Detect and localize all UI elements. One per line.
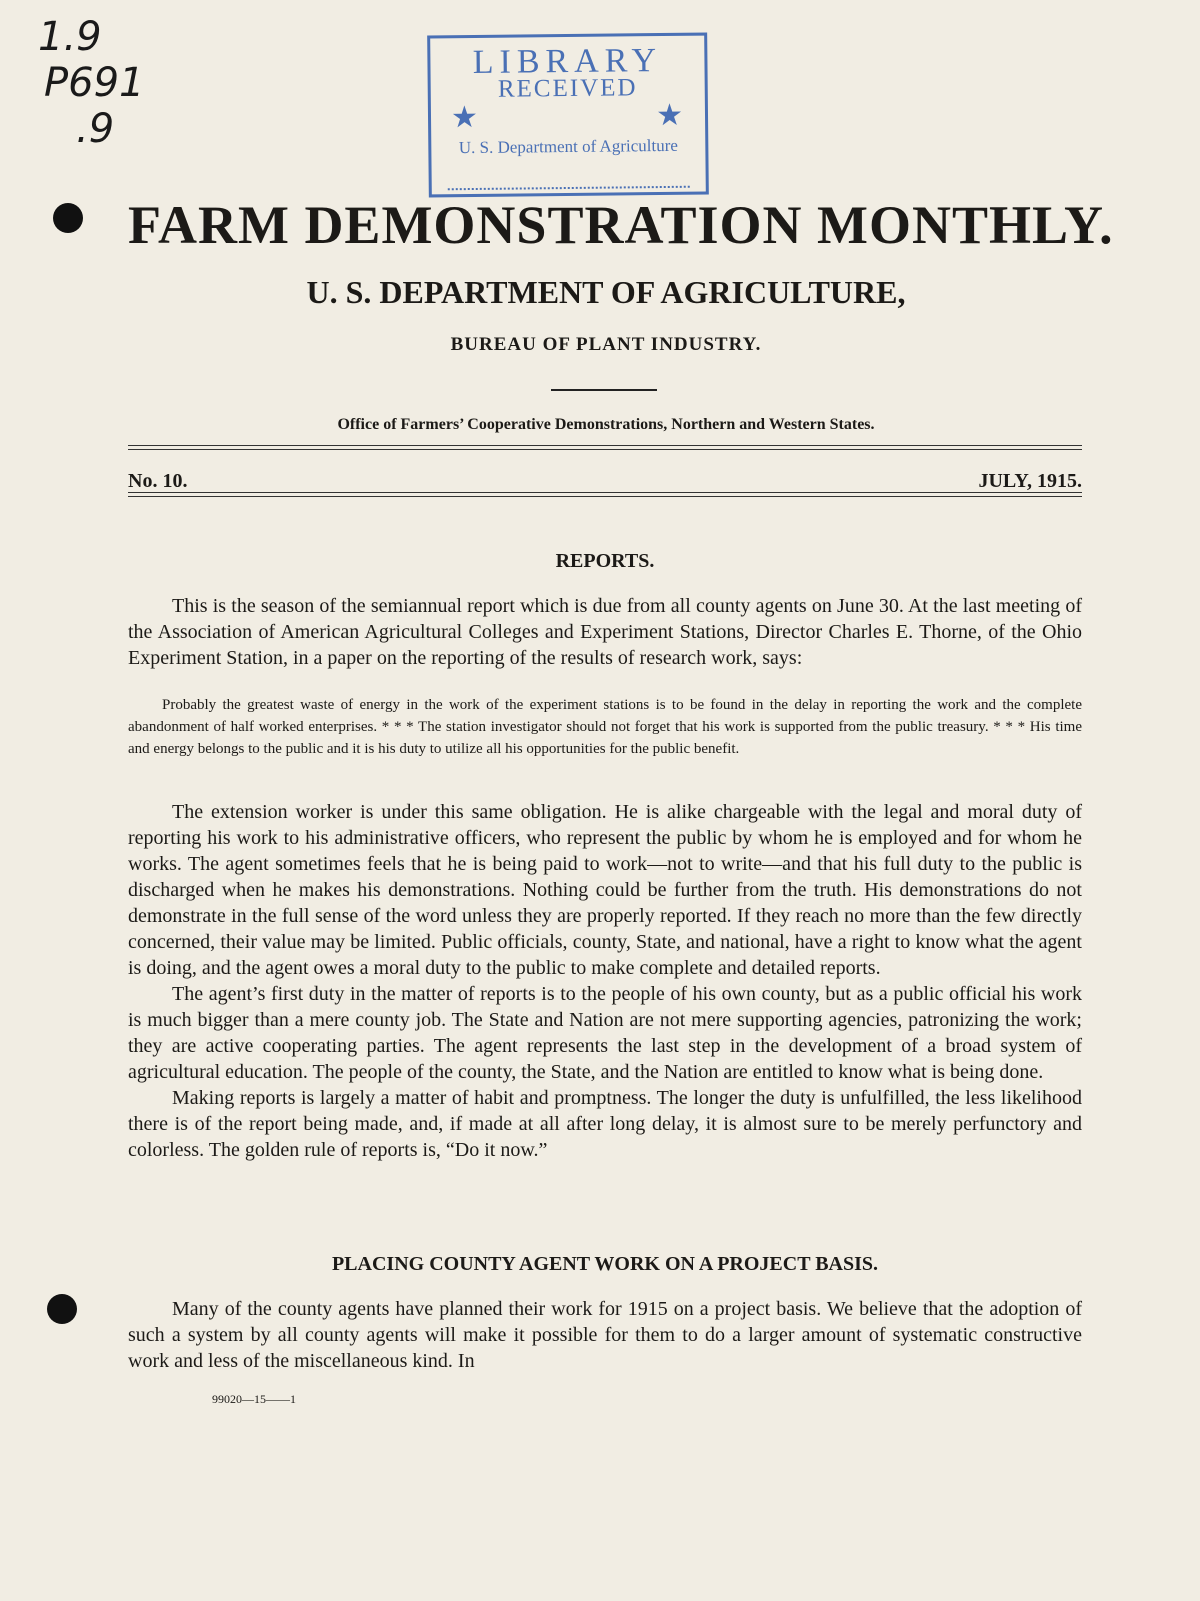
quote-text: Probably the greatest waste of energy in the work of the experiment stations is to be found in the delay in reporting the work and the complete abandonment of half worked enterprises. * * * The station investigator should not forget that his work is supported from the public treasury. * * * His time and energy belongs to the public and it is his duty to utilize all his opportunities for the public benefit. — [128, 697, 1082, 757]
divider — [551, 389, 657, 391]
bureau-name: BUREAU OF PLANT INDUSTRY. — [450, 334, 762, 355]
paragraph: The extension worker is under this same obligation. He is alike chargeable with the legal and moral duty of reporting his work to his administrative officers, who represent the public by whom he is employed and for whom he works. The agent sometimes feels that he is being paid to work—not to write—and that his full duty to the public is discharged when he makes his demonstrations. Nothing could be further from the truth. His demonstrations do not demonstrate in the full sense of the word unless they are properly reported. If they reach no more than the few directly concerned, their value may be limited. Public officials, county, State, and national, have a right to know what the agent is doing, and the agent owes a moral duty to the public to make complete and detailed reports. — [128, 801, 1082, 979]
reports-heading: REPORTS. — [555, 550, 655, 572]
stamp-department-text: U. S. Department of Agriculture — [458, 135, 678, 158]
punch-hole-bottom — [47, 1294, 77, 1324]
library-received-stamp — [427, 33, 709, 198]
project-body — [128, 1296, 1082, 1374]
publication-title: FARM DEMONSTRATION MONTHLY. — [128, 195, 1114, 255]
paragraph: The agent’s first duty in the matter of reports is to the people of his own county, but as a public official his work is much bigger than a mere county job. The State and Nation are not mere supporting agencies, patronizing the work; they are active cooperating parties. The agent represents the last step in the development of a broad system of agricultural education. The people of the county, the State, and the Nation are entitled to know what is being done. — [128, 983, 1082, 1083]
quoted-passage — [128, 694, 1082, 760]
stamp-dotted-line — [448, 186, 690, 191]
paragraph: Making reports is largely a matter of habit and promptness. The longer the duty is unfulfilled, the less likelihood there is of the report being made, and, if made at all after long delay, it is almost sure to be merely perfunctory and colorless. The golden rule of reports is, “Do it now.” — [128, 1087, 1082, 1161]
office-name: Office of Farmers’ Cooperative Demonstrations, Northern and Western States. — [337, 416, 875, 433]
issue-date: JULY, 1915. — [978, 470, 1082, 492]
shelf-mark-line-1: 1.9 — [38, 14, 102, 60]
paragraph: Many of the county agents have planned their work for 1915 on a project basis. We believe that the adoption of such a system by all county agents will make it possible for them to do a larger amount of systematic constructive work and less of the miscellaneous kind. In — [128, 1298, 1082, 1372]
reports-intro — [128, 593, 1082, 671]
shelf-mark-line-3: .9 — [76, 106, 115, 152]
shelf-mark-line-2: P691 — [44, 60, 145, 106]
stamp-library-text: LIBRARY — [472, 42, 663, 81]
stamp-received-text: RECEIVED — [497, 74, 638, 103]
punch-hole-top — [53, 203, 83, 233]
double-rule-top — [128, 445, 1082, 450]
handwritten-shelf-mark — [38, 14, 144, 152]
department-name: U. S. DEPARTMENT OF AGRICULTURE, — [306, 274, 906, 310]
star-icon: ★ — [450, 100, 479, 135]
paragraph: This is the season of the semiannual report which is due from all county agents on June 30. At the last meeting of the Association of American Agricultural Colleges and Experiment Stations, Director Charles E. Thorne, of the Ohio Experiment Station, in a paper on the reporting of the results of research work, says: — [128, 595, 1082, 669]
star-icon: ★ — [655, 98, 684, 133]
issue-number: No. 10. — [128, 470, 188, 492]
reports-body — [128, 799, 1082, 1163]
printer-code: 99020—15——1 — [212, 1392, 296, 1406]
project-heading: PLACING COUNTY AGENT WORK ON A PROJECT BASIS. — [331, 1253, 879, 1275]
double-rule-bottom — [128, 492, 1082, 497]
